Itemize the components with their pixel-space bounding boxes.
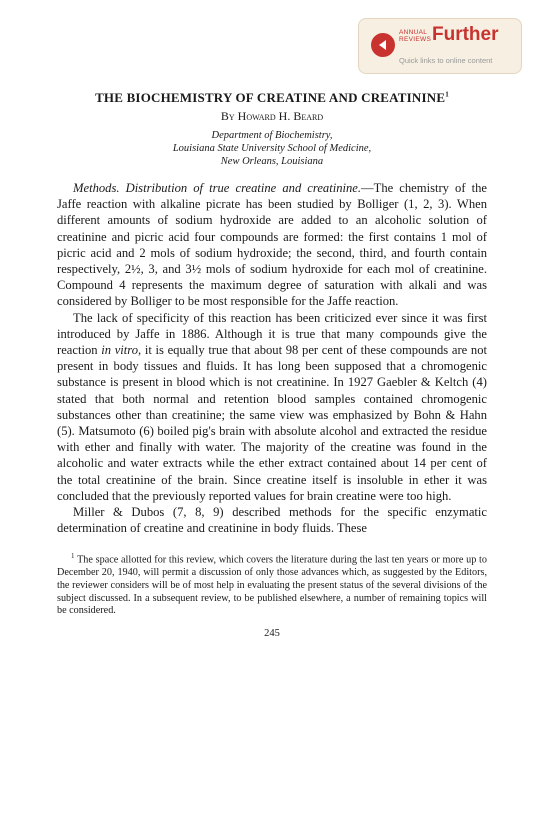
paragraph-text: it is equally true that about 98 per cent of these compounds are not present in body tissues and fluids. It has long been supposed that a chromogenic substance is present in blood which is not creatinine. In 1927 Gaebler & Keltch (4) stated that both normal and retention blood samples contained chromogenic substances other than creatinine; the same view was emphasized by Bohn & Hahn (5). Matsumoto (6) boiled pig's brain with absolute alcohol and extracted the residue with ether and finally with water. The majority of the creatine was found in the alcoholic and water extracts while the ether extract contained about 14 per cent of the total creatinine of the brain. Since creatine itself is insoluble in ether it was concluded that the previously reported values for brain creatine were too high. xyxy=(57,343,487,503)
footnote xyxy=(57,550,487,617)
banner-tagline[interactable]: Quick links to online content xyxy=(399,56,493,65)
article-title xyxy=(57,90,487,106)
author-affiliation xyxy=(57,129,487,168)
brand-line1: ANNUAL xyxy=(399,29,428,36)
annual-reviews-further-banner[interactable] xyxy=(358,18,522,74)
annual-reviews-logo-icon xyxy=(371,33,395,57)
further-label[interactable]: Further xyxy=(432,24,499,45)
body-paragraph xyxy=(57,180,487,310)
footnote-mark: 1 xyxy=(71,552,75,561)
affiliation-line: Department of Biochemistry, xyxy=(211,130,333,141)
title-footnote-mark: 1 xyxy=(445,90,449,99)
affiliation-line: New Orleans, Louisiana xyxy=(220,156,324,167)
section-heading: Methods. Distribution of true creatine and creatinine. xyxy=(73,181,362,195)
paragraph-text: The lack of specificity of this reaction has been criticized ever since it was first introduced by Jaffe in 1886. Although it is true that many compounds give the reaction xyxy=(57,310,487,358)
footnote-body: The space allotted for this review, which covers the literature during the last ten years or more up to December 20, 1940, will permit a discussion of only those advances which, as suggested by the Editors, the reviewer considers will be of most help in evaluating the present status of the several divisions of the subject discussed. In a subsequent review, to be published elsewhere, a number of remaining topics will be considered. xyxy=(57,554,487,617)
paragraph-text: Miller & Dubos (7, 8, 9) described methods for the specific enzymatic determination of creatine and creatinine in body fluids. These xyxy=(57,505,487,536)
article-author: By Howard H. Beard xyxy=(220,109,324,123)
body-paragraph xyxy=(57,310,487,504)
footnote-text xyxy=(57,550,487,617)
affiliation-line: Louisiana State University School of Medicine, xyxy=(172,143,372,154)
brand-line2: REVIEWS xyxy=(399,36,432,43)
article-page xyxy=(57,90,487,639)
page-number: 245 xyxy=(264,627,280,639)
emphasized-phrase: in vitro, xyxy=(101,343,142,358)
paragraph-text: —The chemistry of the Jaffe reaction with alkaline picrate has been studied by Bolliger (1, 2, 3). When different amounts of sodium hydroxide are added to an alcoholic solution of creatinine and picric acid four compounds are formed: the first contains 1 mol of picric acid and 2 mols of sodium hydroxide; the second, third, and fourth contain respectively, 2½, 3, and 3½ mols of sodium hydroxide for each mol of creatinine. Compound 4 represents the maximum degree of saturation with alkali and was considered by Bolliger to be most responsible for the Jaffe reaction. xyxy=(57,181,487,309)
body-paragraph xyxy=(57,504,487,536)
article-body xyxy=(57,180,487,536)
article-title-text: THE BIOCHEMISTRY OF CREATINE AND CREATININE xyxy=(95,90,446,105)
brand-name xyxy=(399,29,433,43)
